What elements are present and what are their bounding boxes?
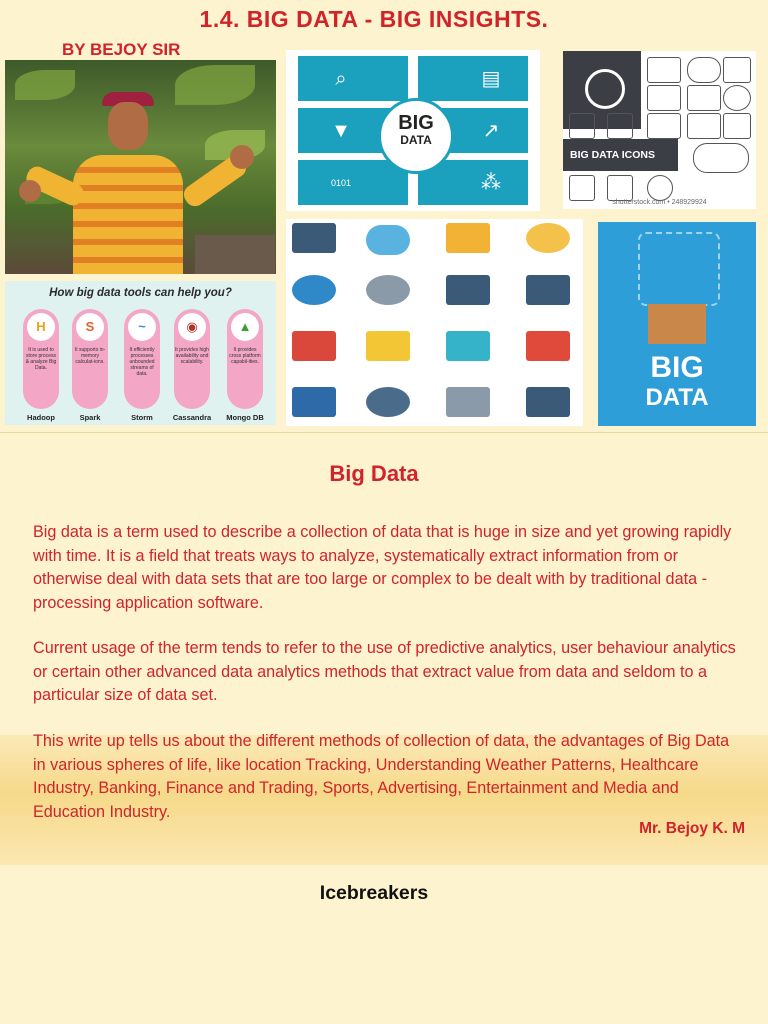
filter-icon [366,331,410,361]
author-signature: Mr. Bejoy K. M [639,820,745,837]
box-label-line1: BIG [650,351,704,384]
author-byline: BY BEJOY SIR [62,40,181,59]
diagram-tile [418,56,528,101]
hierarchy-icon [647,85,681,111]
diagram-tile [298,56,408,101]
tool-name: Hadoop [27,413,55,422]
database-icon [647,113,681,139]
line-chart-icon [446,275,490,305]
stock-footer: shutterstock.com • 248929924 [612,199,707,206]
truck-icon [569,113,595,139]
laptop-icon [292,387,336,417]
network-icon [687,85,721,111]
documents-icon [607,175,633,201]
mongodb-leaf-icon: ▲ [231,313,259,341]
network-icon: ⁂ [481,172,501,194]
cloud-database-icon [687,113,721,139]
monitor-icon [526,275,570,305]
next-section-heading: Icebreakers [319,882,429,904]
cloud-icon [687,57,721,83]
dashboard-icon [292,223,336,253]
people-icon [526,387,570,417]
big-data-tools-panel [5,281,276,425]
tools-panel-title: How big data tools can help you? [49,287,232,299]
box-icon [648,304,706,344]
big-data-box-illustration [598,222,756,426]
tool-description: It is used to store process & analyze Big Data. [25,347,57,371]
funnel-icon: ▼ [331,120,351,142]
divider [0,432,768,433]
tool-mongodb [226,309,264,422]
tool-cassandra [172,309,212,422]
search-analytics-icon [292,331,336,361]
server-icon [607,113,633,139]
tablet-icon [446,223,490,253]
gear-icon [526,223,570,253]
cloud-network-icon [693,143,749,173]
paragraph: This write up tells us about the different methods of collection of data, the advantages of Big Data in various spheres of life, like location Tracking, Understanding Weather Patterns, Healthcare Industry, Banking, Finance and Trading, Sports, Advertising, Entertainment and Media and Education Industry. [33,732,730,821]
tool-description: It supports in-memory calculat-ions. [74,347,106,365]
search-icon: ⌕ [335,68,347,90]
icon-sheet-label: BIG DATA ICONS [563,139,678,171]
chart-icon: ↗ [482,120,500,142]
user-icon [366,387,410,417]
presenter-photo [5,60,276,274]
big-data-diagram [286,50,540,211]
paragraph: Current usage of the term tends to refer to the use of predictive analytics, user behaviour analytics or certain other advanced data analytics methods that extract value from data and seldom to a particular size of data set. [33,639,736,704]
binary-icon [446,387,490,417]
tool-name: Storm [131,413,153,422]
cloud-icon [366,225,410,255]
globe-icon [723,85,751,111]
tool-spark [72,309,108,422]
monitor-icon [569,175,595,201]
chart-icon [647,57,681,83]
tool-description: It provides high availability and scalability. [175,347,209,365]
tool-description: It efficiently processes unbounded streams of data. [129,347,155,377]
cassandra-eye-icon: ◉ [178,313,206,341]
tool-name: Spark [79,413,101,422]
globe-icon [292,275,336,305]
tool-hadoop [23,309,59,422]
bar-chart-icon [526,331,570,361]
document-icon: ▤ [481,68,501,90]
big-data-icon-sheet [563,51,756,209]
gears-icon [366,275,410,305]
database-icon [723,57,751,83]
section-heading: Big Data [329,461,419,486]
storm-icon: ~ [128,313,156,341]
box-label-line2: DATA [645,384,709,411]
tool-storm [124,309,160,422]
tool-name: Mongo DB [226,413,264,422]
big-data-center: BIG DATA [378,98,454,174]
binary-icon: 0101 [330,178,352,188]
binary-globe-icon [647,175,673,201]
spark-icon: S [76,313,104,341]
tool-name: Cassandra [172,413,212,422]
hadoop-icon: H [27,313,55,341]
illustration-grid [286,219,583,426]
database-icon [446,331,490,361]
diagram-tile [298,160,408,205]
tool-description: It provides cross platform capabil-ities. [229,347,261,365]
paragraph: Big data is a term used to describe a collection of data that is huge in size and yet growing rapidly with time. It is a field that treats ways to analyze, systematically extract information from or otherwise deal with data sets that are too large or complex to be dealt with by traditional data - processing application software. [33,523,732,612]
servers-icon [723,113,751,139]
page-title: 1.4. BIG DATA - BIG INSIGHTS. [199,6,549,32]
